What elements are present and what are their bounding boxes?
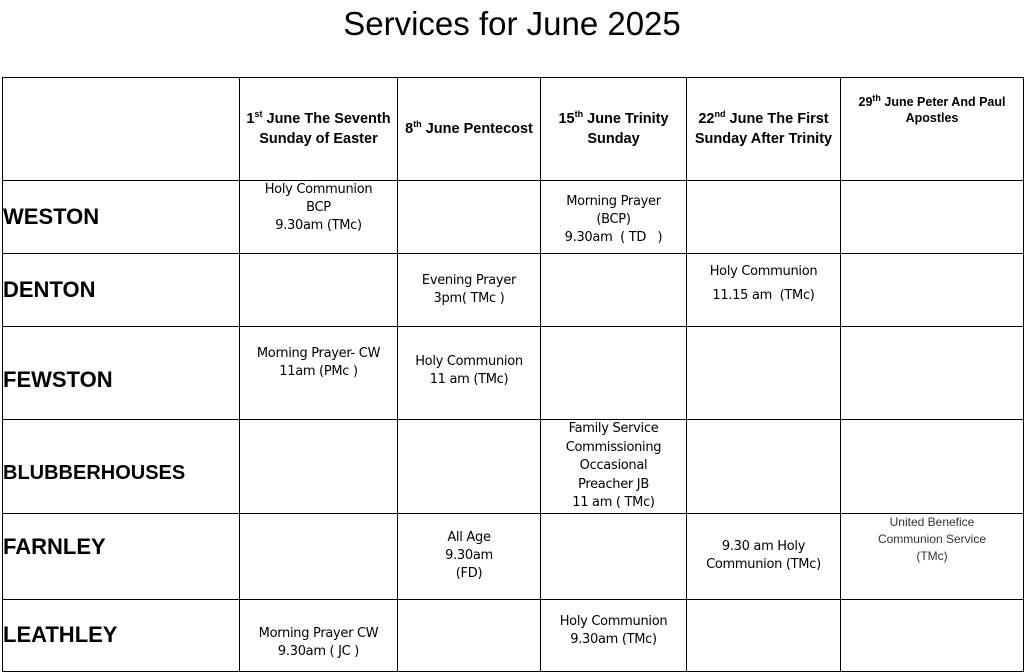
header-row [3, 78, 1024, 181]
table-row [3, 420, 1024, 514]
page-title: Services for June 2025 [343, 5, 681, 42]
service-cell [841, 599, 1024, 671]
service-cell: Holy Communion BCP 9.30am (TMc) [240, 181, 398, 254]
place-farnley: FARNLEY [3, 513, 240, 599]
place-fewston: FEWSTON [3, 327, 240, 420]
service-cell [240, 513, 398, 599]
place-blubberhouses: BLUBBERHOUSES [3, 420, 240, 514]
service-cell [687, 599, 841, 671]
service-cell: Morning Prayer CW 9.30am ( JC ) [240, 599, 398, 671]
header-june-15: 15th June Trinity Sunday [541, 78, 687, 181]
service-cell [398, 181, 541, 254]
table-row [3, 327, 1024, 420]
header-june-29: 29th June Peter And Paul Apostles [841, 78, 1024, 181]
service-cell: Morning Prayer (BCP) 9.30am ( TD ) [541, 181, 687, 254]
service-cell: All Age 9.30am (FD) [398, 513, 541, 599]
header-june-1: 1st June The Seventh Sunday of Easter [240, 78, 398, 181]
service-cell [541, 254, 687, 327]
service-cell: Holy Communion 11.15 am (TMc) [687, 254, 841, 327]
service-cell [841, 327, 1024, 420]
table-row [3, 513, 1024, 599]
service-cell [687, 327, 841, 420]
header-june-8: 8th June Pentecost [398, 78, 541, 181]
table-row [3, 599, 1024, 671]
service-cell [240, 420, 398, 514]
service-cell: Family Service Commissioning Occasional Preacher JB 11 am ( TMc) [541, 420, 687, 514]
service-cell [398, 420, 541, 514]
service-cell: Evening Prayer 3pm( TMc ) [398, 254, 541, 327]
corner-cell [3, 78, 240, 181]
service-cell [398, 599, 541, 671]
service-cell [687, 420, 841, 514]
service-cell [841, 254, 1024, 327]
services-table [2, 77, 1024, 672]
service-cell [240, 254, 398, 327]
place-leathley: LEATHLEY [3, 599, 240, 671]
header-june-22: 22nd June The First Sunday After Trinity [687, 78, 841, 181]
table-row [3, 181, 1024, 254]
place-denton: DENTON [3, 254, 240, 327]
service-cell: 9.30 am Holy Communion (TMc) [687, 513, 841, 599]
table-row [3, 254, 1024, 327]
service-cell [841, 420, 1024, 514]
service-cell [841, 181, 1024, 254]
place-weston: WESTON [3, 181, 240, 254]
service-cell: Holy Communion 9.30am (TMc) [541, 599, 687, 671]
service-cell [687, 181, 841, 254]
service-cell: United Benefice Communion Service (TMc) [841, 513, 1024, 599]
service-cell [541, 327, 687, 420]
service-cell: Holy Communion 11 am (TMc) [398, 327, 541, 420]
service-cell [541, 513, 687, 599]
service-cell: Morning Prayer- CW 11am (PMc ) [240, 327, 398, 420]
